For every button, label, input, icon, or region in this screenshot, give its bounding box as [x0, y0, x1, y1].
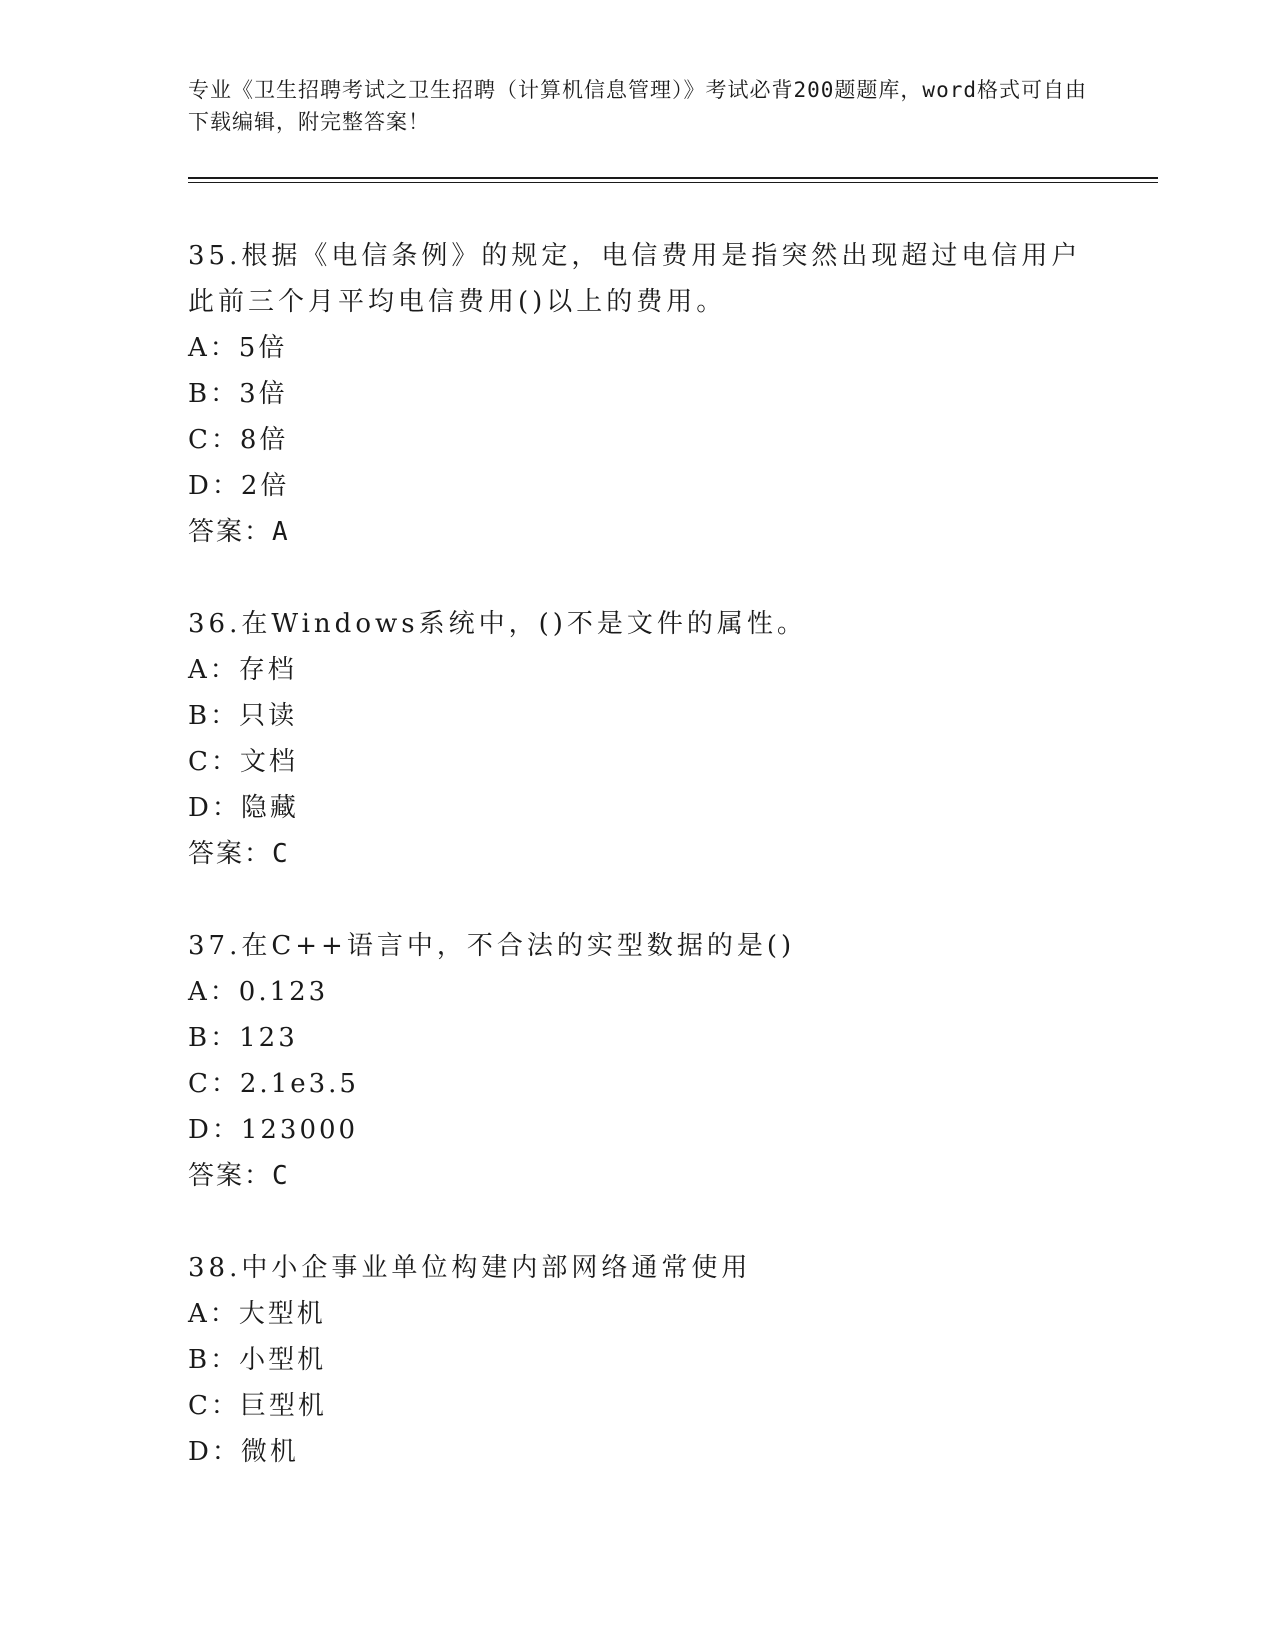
- option-c: C：8倍: [188, 425, 289, 455]
- question-stem: 37.在C++语言中，不合法的实型数据的是(): [188, 931, 796, 961]
- question-stem: 35.根据《电信条例》的规定，电信费用是指突然出现超过电信用户此前三个月平均电信费用()以上的费用。: [188, 241, 1082, 317]
- option-c: C：巨型机: [188, 1391, 327, 1421]
- header-divider-thin: [188, 182, 1158, 183]
- option-b: B：123: [188, 1023, 298, 1053]
- answer-line: 答案：C: [188, 839, 290, 869]
- option-a: A：0.123: [188, 977, 329, 1007]
- question-stem: 36.在Windows系统中，()不是文件的属性。: [188, 609, 807, 639]
- option-a: A：存档: [188, 655, 297, 685]
- option-d: D：微机: [188, 1437, 299, 1467]
- question-37: [188, 923, 1158, 1199]
- question-stem: 38.中小企事业单位构建内部网络通常使用: [188, 1253, 752, 1283]
- answer-line: 答案：C: [188, 1161, 290, 1191]
- option-a: A：5倍: [188, 333, 288, 363]
- question-list: [188, 233, 1158, 1521]
- answer-line: 答案：A: [188, 517, 290, 547]
- option-c: C：文档: [188, 747, 298, 777]
- option-d: D：隐藏: [188, 793, 299, 823]
- question-36: [188, 601, 1158, 877]
- option-b: B：只读: [188, 701, 298, 731]
- option-c: C：2.1e3.5: [188, 1069, 359, 1099]
- option-b: B：小型机: [188, 1345, 327, 1375]
- document-header: 专业《卫生招聘考试之卫生招聘（计算机信息管理）》考试必背200题题库，word格式可自由下载编辑，附完整答案！: [188, 78, 1087, 134]
- question-35: [188, 233, 1158, 555]
- option-d: D：123000: [188, 1115, 359, 1145]
- option-b: B：3倍: [188, 379, 288, 409]
- option-a: A：大型机: [188, 1299, 326, 1329]
- option-d: D：2倍: [188, 471, 290, 501]
- question-38: [188, 1245, 1158, 1475]
- header-divider-thick: [188, 177, 1158, 179]
